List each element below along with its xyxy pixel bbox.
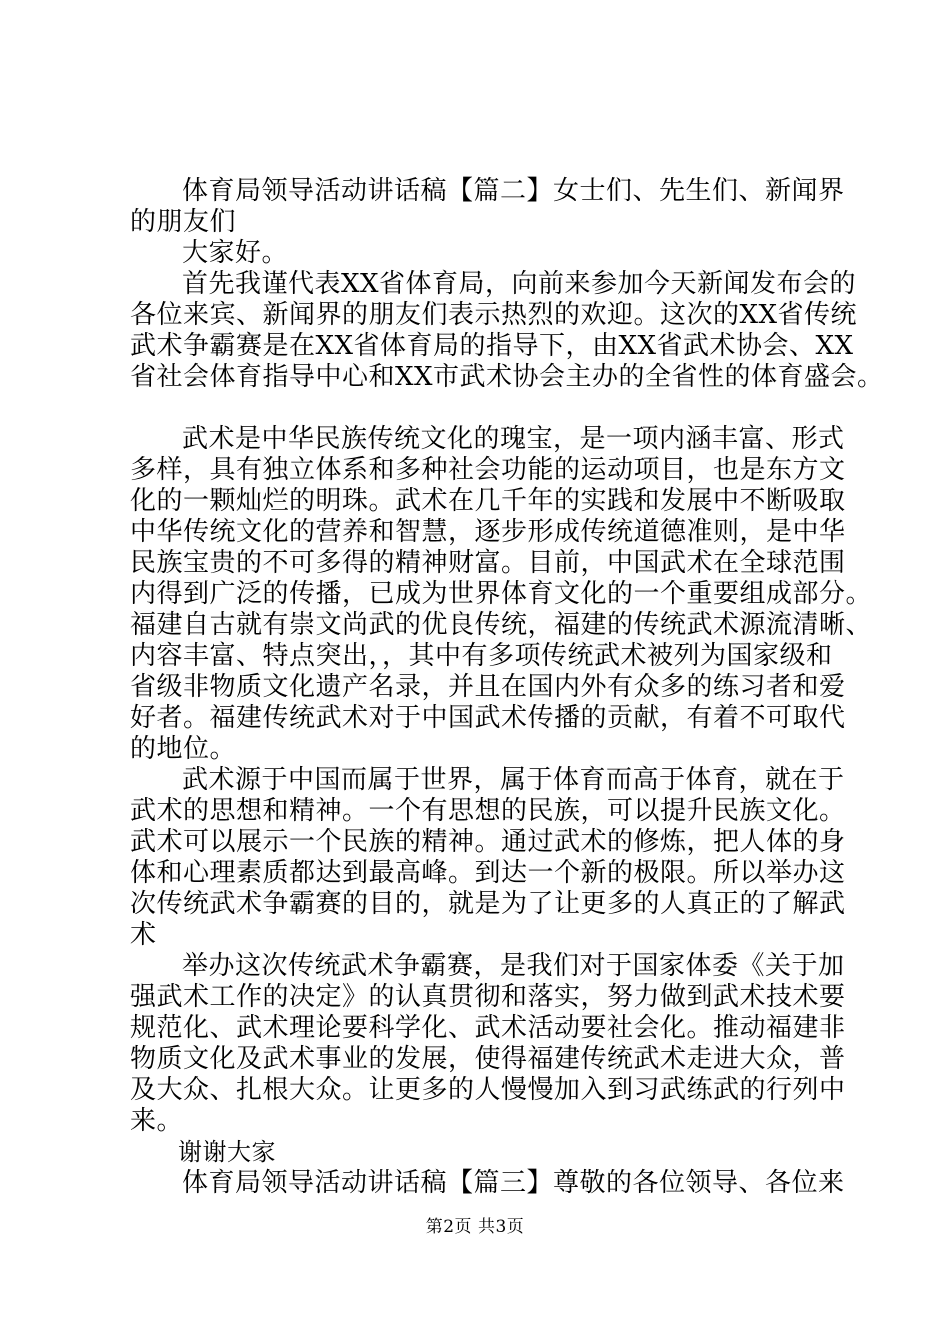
paragraph-line: 中华传统文化的营养和智慧，逐步形成传统道德准则，是中华: [130, 517, 846, 547]
paragraph-line: 武术是中华民族传统文化的瑰宝，是一项内涵丰富、形式: [182, 424, 845, 454]
paragraph-line: 规范化、武术理论要科学化、武术活动要社会化。推动福建非: [130, 1013, 846, 1043]
paragraph-line: 多样，具有独立体系和多种社会功能的运动项目，也是东方文: [130, 455, 846, 485]
paragraph-line: 武术可以展示一个民族的精神。通过武术的修炼，把人体的身: [130, 827, 846, 857]
paragraph-line: 体育局领导活动讲话稿【篇三】尊敬的各位领导、各位来: [182, 1168, 845, 1198]
paragraph-line: 各位来宾、新闻界的朋友们表示热烈的欢迎。这次的XX省传统: [130, 300, 858, 330]
paragraph-line: 内得到广泛的传播，已成为世界体育文化的一个重要组成部分。: [130, 579, 873, 609]
paragraph-line: 的朋友们: [130, 207, 237, 237]
paragraph-line: 大家好。: [182, 238, 289, 268]
paragraph-line: 福建自古就有崇文尚武的优良传统，福建的传统武术源流清晰、: [130, 610, 873, 640]
paragraph-line: 内容丰富、特点突出，，其中有多项传统武术被列为国家级和: [130, 641, 833, 671]
paragraph-line: 民族宝贵的不可多得的精神财富。目前，中国武术在全球范围: [130, 548, 846, 578]
paragraph-line: 强武术工作的决定》的认真贯彻和落实，努力做到武术技术要: [130, 982, 846, 1012]
paragraph-line: 谢谢大家: [178, 1138, 276, 1166]
paragraph-line: 省社会体育指导中心和XX市武术协会主办的全省性的体育盛会。: [130, 362, 884, 392]
paragraph-line: 武术的思想和精神。一个有思想的民族，可以提升民族文化。: [130, 796, 846, 826]
paragraph-gap: [130, 393, 830, 424]
paragraph-line: 物质文化及武术事业的发展，使得福建传统武术走进大众，普: [130, 1044, 846, 1074]
paragraph-line: 体育局领导活动讲话稿【篇二】女士们、先生们、新闻界: [182, 176, 845, 206]
paragraph-line: 首先我谨代表XX省体育局，向前来参加今天新闻发布会的: [182, 269, 857, 299]
paragraph-line: 术: [130, 920, 157, 950]
paragraph-line: 举办这次传统武术争霸赛，是我们对于国家体委《关于加: [182, 951, 845, 981]
paragraph-line: 武术源于中国而属于世界，属于体育而高于体育，就在于: [182, 765, 845, 795]
paragraph-line: 武术争霸赛是在XX省体育局的指导下，由XX省武术协会、XX: [130, 331, 854, 361]
paragraph-line: 好者。福建传统武术对于中国武术传播的贡献，有着不可取代: [130, 703, 846, 733]
paragraph-line: 省级非物质文化遗产名录，并且在国内外有众多的练习者和爱: [130, 672, 846, 702]
paragraph-line: 的地位。: [130, 734, 237, 764]
document-body: [130, 176, 884, 1199]
page-footer: 第2页 共3页: [425, 1217, 525, 1237]
paragraph-line: 化的一颗灿烂的明珠。武术在几千年的实践和发展中不断吸取: [130, 486, 846, 516]
paragraph-line: 来。: [130, 1106, 184, 1136]
paragraph-line: 次传统武术争霸赛的目的，就是为了让更多的人真正的了解武: [130, 889, 846, 919]
paragraph-line: 体和心理素质都达到最高峰。到达一个新的极限。所以举办这: [130, 858, 846, 888]
paragraph-line: 及大众、扎根大众。让更多的人慢慢加入到习武练武的行列中: [130, 1075, 846, 1105]
